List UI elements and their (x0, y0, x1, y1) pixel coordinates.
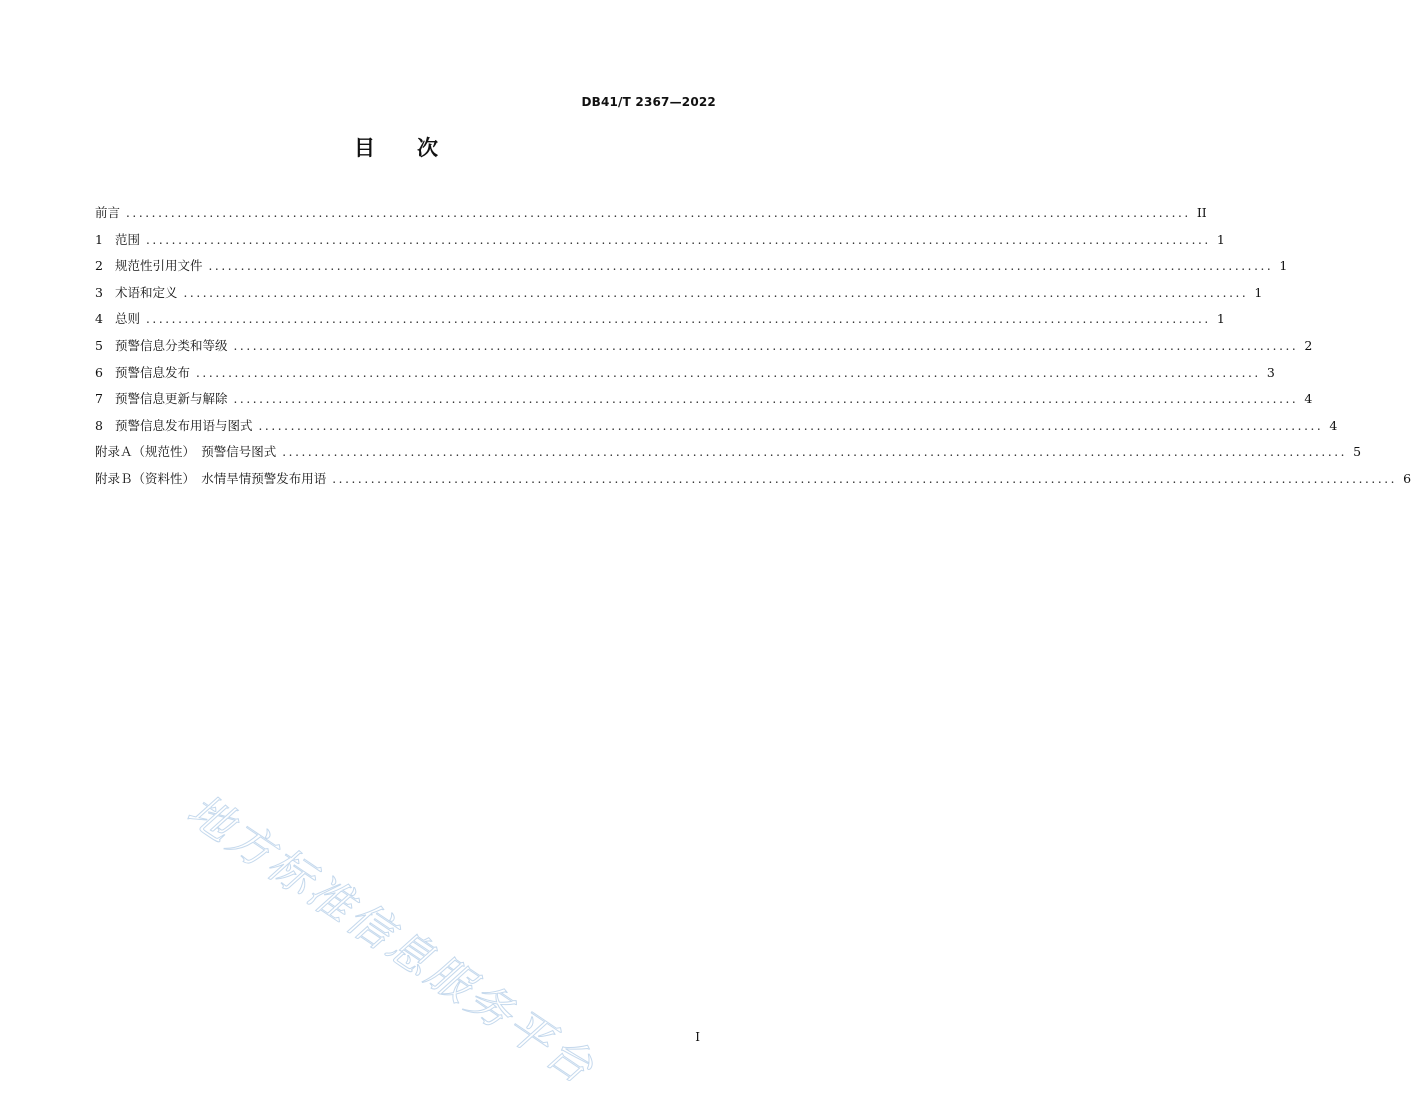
toc-entry-3[interactable] (95, 283, 1263, 310)
toc-entry-label: 附录Ａ（规范性） 预警信号图式 (95, 444, 277, 460)
toc-entry-page: 5 (1353, 444, 1362, 460)
toc-leader-dots: ...................................................................................................................................................................... (282, 445, 1348, 460)
toc-leader-dots: ...................................................................................................................................................................... (183, 285, 1249, 300)
toc-entry-foreword[interactable] (95, 203, 1207, 230)
toc-entry-label: 前言 (95, 205, 121, 220)
toc-entry-page: 1 (1279, 258, 1288, 274)
toc-entry-label: 总则 (115, 311, 141, 327)
toc-entry-number: 1 (95, 231, 103, 247)
toc-leader-dots: ...................................................................................................................................................................... (233, 338, 1299, 353)
toc-entry-label: 规范性引用文件 (115, 258, 203, 274)
toc-entry-page: 1 (1254, 284, 1263, 300)
page-number: I (695, 1030, 700, 1044)
toc-entry-number: 8 (95, 417, 103, 433)
toc-entry-appendix-a[interactable] (95, 442, 1362, 469)
toc-entry-label: 预警信息更新与解除 (115, 391, 228, 407)
toc-leader-dots: ...................................................................................................................................................................... (146, 312, 1211, 327)
toc-entry-page: 4 (1329, 417, 1338, 433)
toc-entry-number: 3 (95, 284, 103, 300)
toc-list (95, 203, 1411, 496)
toc-entry-5[interactable] (95, 336, 1313, 363)
standard-code: DB41/T 2367—2022 (581, 95, 716, 109)
toc-entry-label: 预警信息分类和等级 (115, 337, 228, 353)
toc-entry-page: II (1196, 205, 1207, 220)
toc-entry-number: 7 (95, 391, 103, 407)
toc-entry-6[interactable] (95, 363, 1275, 390)
toc-leader-dots: ...................................................................................................................................................................... (208, 259, 1274, 274)
toc-entry-label: 预警信息发布 (115, 364, 191, 380)
toc-entry-appendix-b[interactable] (95, 469, 1411, 496)
toc-entry-page: 2 (1304, 337, 1313, 353)
toc-leader-dots: ...................................................................................................................................................................... (233, 392, 1299, 407)
toc-entry-number: 6 (95, 364, 103, 380)
toc-leader-dots: ...................................................................................................................................................................... (332, 471, 1398, 486)
toc-entry-7[interactable] (95, 389, 1313, 416)
toc-entry-4[interactable] (95, 309, 1225, 336)
toc-entry-label: 预警信息发布用语与图式 (115, 417, 253, 433)
toc-entry-label: 范围 (115, 231, 141, 247)
toc-entry-1[interactable] (95, 230, 1225, 257)
toc-entry-page: 6 (1403, 470, 1411, 486)
toc-leader-dots: ...................................................................................................................................................................... (126, 206, 1191, 220)
toc-entry-label: 术语和定义 (115, 284, 178, 300)
toc-entry-number: 4 (95, 311, 103, 327)
toc-entry-8[interactable] (95, 416, 1338, 443)
toc-entry-page: 4 (1304, 391, 1313, 407)
toc-entry-2[interactable] (95, 256, 1288, 283)
toc-entry-page: 1 (1216, 231, 1225, 247)
toc-leader-dots: ...................................................................................................................................................................... (196, 365, 1261, 380)
toc-entry-label: 附录Ｂ（资料性） 水情旱情预警发布用语 (95, 470, 327, 486)
toc-entry-page: 3 (1266, 364, 1275, 380)
toc-title: 目 次 (354, 136, 438, 160)
toc-leader-dots: ...................................................................................................................................................................... (146, 232, 1211, 247)
watermark: 地方标准信息服务平台 (178, 784, 605, 1096)
toc-entry-number: 2 (95, 258, 103, 274)
toc-leader-dots: ...................................................................................................................................................................... (258, 418, 1324, 433)
toc-entry-number: 5 (95, 337, 103, 353)
toc-entry-page: 1 (1216, 311, 1225, 327)
